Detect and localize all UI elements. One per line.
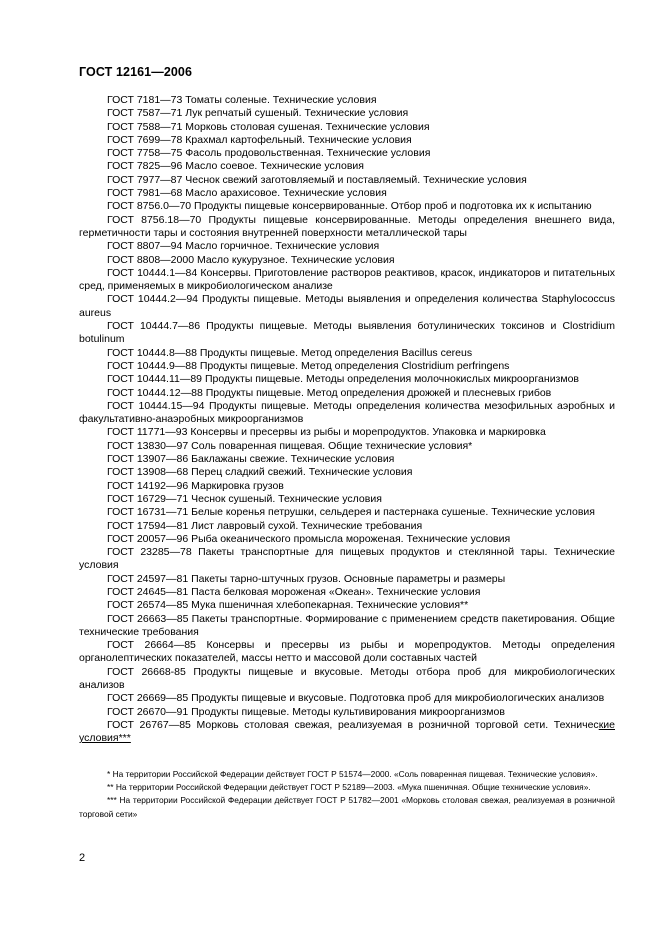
reference-item: ГОСТ 26664—85 Консервы и пресервы из рыбы и морепродуктов. Методы определения органолептических показателей, массы нетто и массовой доли составных частей	[79, 639, 615, 665]
reference-item: ГОСТ 26668-85 Продукты пищевые и вкусовые. Методы отбора проб для микробиологических анализов	[79, 665, 615, 692]
reference-item: ГОСТ 23285—78 Пакеты транспортные для пищевых продуктов и стеклянной тары. Технические условия	[79, 546, 615, 572]
reference-item: ГОСТ 26574—85 Мука пшеничная хлебопекарная. Технические условия**	[107, 599, 469, 612]
reference-item	[79, 719, 615, 746]
reference-item: ГОСТ 7825—96 Масло соевое. Технические условия	[107, 160, 364, 173]
reference-item: ГОСТ 7588—71 Морковь столовая сушеная. Технические условия	[107, 120, 430, 133]
reference-text-underlined: кие условия***	[79, 718, 615, 745]
footnote: *** На территории Российской Федерации действует ГОСТ Р 51782—2001 «Морковь столовая свежая, реализуемая в розничной торговой сети»	[79, 795, 615, 819]
reference-item: ГОСТ 14192—96 Маркировка грузов	[107, 479, 284, 492]
reference-item: ГОСТ 20057—96 Рыба океанического промысла мороженая. Технические условия	[107, 532, 511, 545]
reference-item: ГОСТ 7981—68 Масло арахисовое. Технические условия	[107, 187, 387, 200]
reference-item: ГОСТ 7181—73 Томаты соленые. Технические условия	[107, 94, 377, 106]
reference-item: ГОСТ 11771—93 Консервы и пресервы из рыбы и морепродуктов. Упаковка и маркировка	[107, 426, 546, 439]
reference-item: ГОСТ 13908—68 Перец сладкий свежий. Технические условия	[107, 466, 413, 479]
reference-item: ГОСТ 17594—81 Лист лавровый сухой. Технические требования	[107, 519, 423, 532]
reference-item: ГОСТ 10444.2—94 Продукты пищевые. Методы выявления и определения количества Staphylococcus aureus	[79, 293, 615, 319]
reference-item: ГОСТ 7699—78 Крахмал картофельный. Технические условия	[107, 133, 412, 146]
reference-item: ГОСТ 8756.18—70 Продукты пищевые консервированные. Методы определения внешнего вида, герметичности тары и состояния внутренней поверхности металлической тары	[79, 213, 615, 239]
reference-item: ГОСТ 16731—71 Белые коренья петрушки, сельдерея и пастернака сушеные. Технические условия	[107, 506, 595, 519]
reference-item: ГОСТ 8808—2000 Масло кукурузное. Технические условия	[107, 253, 395, 266]
reference-item: ГОСТ 26669—85 Продукты пищевые и вкусовые. Подготовка проб для микробиологических анализов	[107, 692, 605, 705]
reference-item: ГОСТ 26663—85 Пакеты транспортные. Формирование с применением средств пакетирования. Общие технические требования	[79, 612, 615, 638]
references-list	[79, 94, 615, 746]
reference-item: ГОСТ 8756.0—70 Продукты пищевые консервированные. Отбор проб и подготовка их к испытанию	[107, 200, 592, 213]
reference-item: ГОСТ 8807—94 Масло горчичное. Технические условия	[107, 240, 380, 253]
reference-item: ГОСТ 7977—87 Чеснок свежий заготовляемый и поставляемый. Технические условия	[107, 173, 527, 186]
reference-item: ГОСТ 24597—81 Пакеты тарно-штучных грузов. Основные параметры и размеры	[107, 572, 506, 585]
reference-item: ГОСТ 7758—75 Фасоль продовольственная. Технические условия	[107, 147, 431, 160]
page-number: 2	[79, 852, 86, 864]
footnote: ** На территории Российской Федерации действует ГОСТ Р 52189—2003. «Мука пшеничная. Общие технические условия».	[107, 782, 591, 793]
footnotes	[79, 768, 615, 821]
reference-item: ГОСТ 16729—71 Чеснок сушеный. Технические условия	[107, 492, 382, 505]
reference-item: ГОСТ 10444.8—88 Продукты пищевые. Метод определения Bacillus cereus	[107, 346, 473, 359]
reference-item: ГОСТ 13907—86 Баклажаны свежие. Технические условия	[107, 453, 395, 466]
footnote: * На территории Российской Федерации действует ГОСТ Р 51574—2000. «Соль поваренная пищевая. Технические условия».	[107, 769, 598, 779]
reference-item: ГОСТ 26670—91 Продукты пищевые. Методы культивирования микроорганизмов	[107, 705, 505, 718]
reference-item: ГОСТ 13830—97 Соль поваренная пищевая. Общие технические условия*	[107, 439, 473, 452]
reference-item: ГОСТ 24645—81 Паста белковая мороженая «Океан». Технические условия	[107, 585, 481, 598]
reference-item: ГОСТ 7587—71 Лук репчатый сушеный. Технические условия	[107, 107, 409, 120]
reference-item: ГОСТ 10444.15—94 Продукты пищевые. Методы определения количества мезофильных аэробных и факультативно-анаэробных микроорганизмов	[79, 399, 615, 426]
reference-item: ГОСТ 10444.1—84 Консервы. Приготовление растворов реактивов, красок, индикаторов и питательных сред, применяемых в микробиологическом анализе	[79, 266, 615, 293]
reference-item: ГОСТ 10444.12—88 Продукты пищевые. Метод определения дрожжей и плесневых грибов	[107, 386, 552, 399]
reference-item: ГОСТ 10444.7—86 Продукты пищевые. Методы выявления ботулинических токсинов и Clostridium botulinum	[79, 320, 615, 346]
reference-item: ГОСТ 10444.9—88 Продукты пищевые. Метод определения Clostridium perfringens	[107, 359, 510, 372]
reference-item: ГОСТ 10444.11—89 Продукты пищевые. Методы определения молочнокислых микроорганизмов	[107, 373, 580, 386]
document-header: ГОСТ 12161—2006	[79, 65, 193, 79]
reference-text: ГОСТ 26767—85 Морковь столовая свежая, реализуемая в розничной торговой сети. Техничес	[107, 718, 599, 731]
